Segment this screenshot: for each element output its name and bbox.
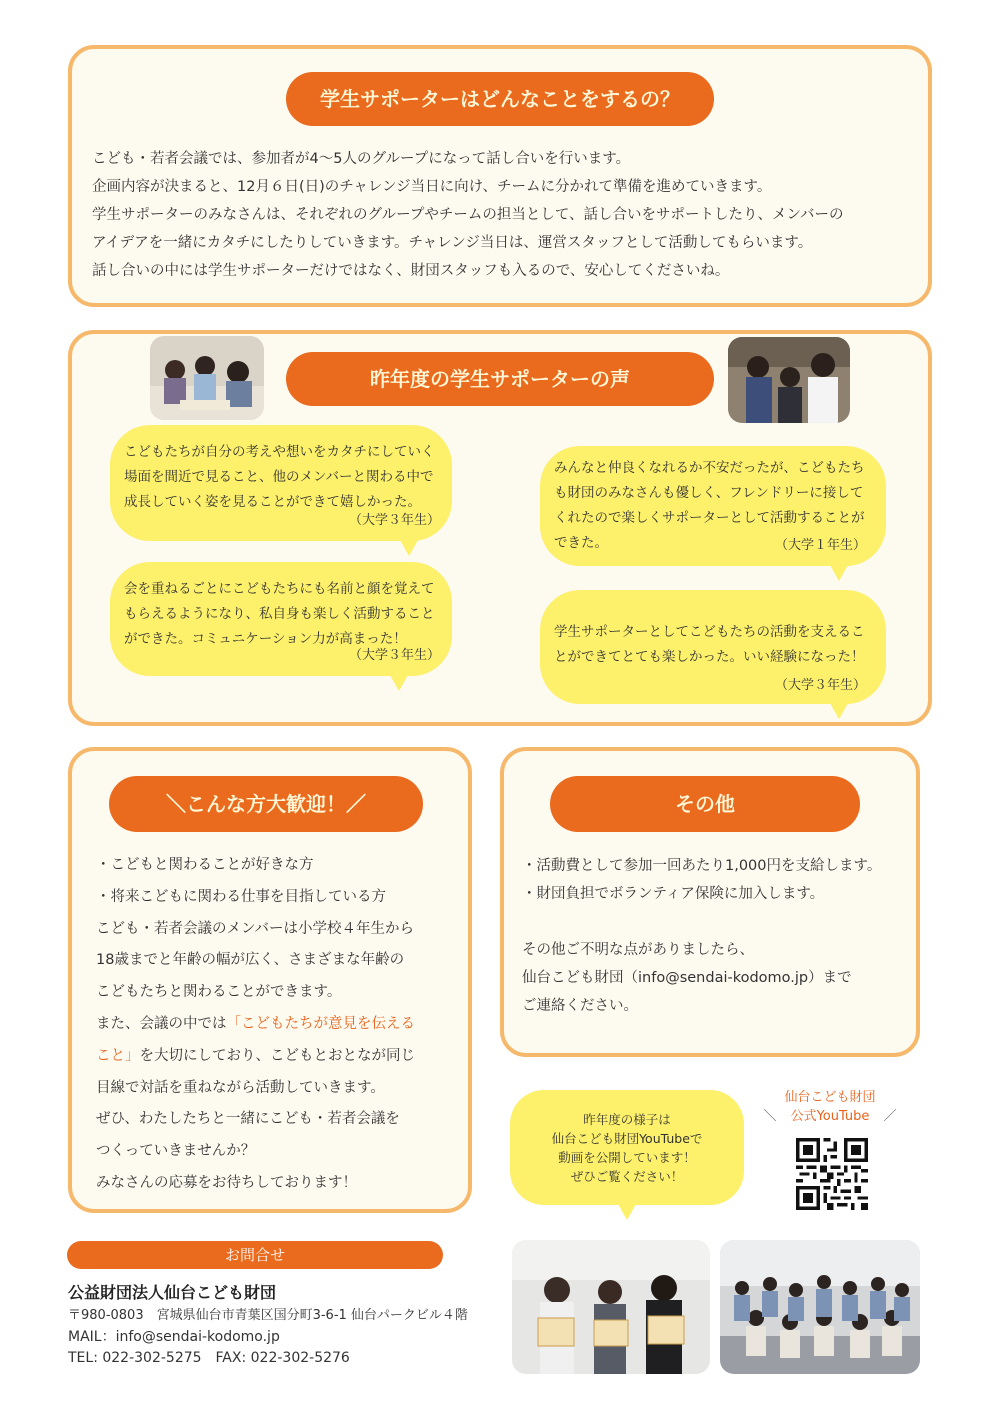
section3-title: ＼こんな方大歓迎！／ [166,792,366,816]
youtube-bubble [510,1090,744,1205]
youtube-label-line1: 仙台こども財団 [784,1090,876,1105]
voice-line: くれたので楽しくサポーターとして活動することが [554,510,865,526]
youtube-line: ぜひご覧ください！ [570,1169,684,1184]
highlight-text: 「こどもたちが意見を伝える [226,1015,415,1032]
voice-line: 学生サポーターとしてこどもたちの活動を支えるこ [554,624,865,640]
welcome-bullet: ・将来こどもに関わる仕事を目指している方 [96,888,386,905]
voice-line: できた。 [554,535,608,551]
section2-title-banner [292,358,708,400]
other-line: その他ご不明な点がありましたら、 [522,942,754,958]
welcome-line-highlight-b: こと」を大切にしており、こどもとおとなが同じ [96,1047,415,1064]
other-line: ご連絡ください。 [522,998,638,1014]
voice-bubble-1 [110,425,452,541]
photo-award-students [512,1240,710,1374]
youtube-line: 仙台こども財団YouTubeで [551,1131,703,1146]
voice-author: （大学３年生） [774,678,866,693]
section3-title-banner [115,782,417,826]
voice-line: みんなと仲良くなれるか不安だったが、こどもたち [554,460,865,476]
voice-line: も財団のみなさんも優しく、フレンドリーに接して [554,485,864,501]
welcome-line-highlight-a: また、会議の中では「こどもたちが意見を伝える [96,1015,415,1032]
welcome-line: つくっていきませんか？ [96,1143,256,1160]
section3-body [96,850,415,1200]
section1-title: 学生サポーターはどんなことをするの？ [320,87,680,111]
other-bullet: ・財団負担でボランティア保険に加入します。 [522,886,825,902]
contact-mail[interactable]: MAIL：info@sendai-kodomo.jp [68,1329,280,1345]
bubble-tail [618,1204,636,1220]
voice-line: こどもたちが自分の考えや想いをカタチにしていく [124,444,435,460]
bubble-tail [830,703,848,719]
voice-author: （大学１年生） [774,538,866,553]
photo-students-group [728,337,850,423]
section2-title: 昨年度の学生サポーターの声 [370,367,630,391]
welcome-line: 18歳までと年齢の幅が広く、さまざまな年齢の [96,952,405,969]
section4-title-banner [556,782,854,826]
photo-group-celebration [720,1240,920,1374]
voice-line: ができた。コミュニケーション力が高まった！ [124,631,407,647]
section1-body [92,145,844,285]
section4-title: その他 [675,792,735,816]
other-bullet: ・活動費として参加一回あたり1,000円を支給します。 [522,858,882,874]
section1-line: 企画内容が決まると、12月６日(日)のチャレンジ当日に向け、チームに分かれて準備を進めていきます。 [92,179,772,195]
voice-line: もらえるようになり、私自身も楽しく活動すること [124,606,435,622]
photo-students-table [150,336,264,420]
voice-line: 場面を間近で見ること、他のメンバーと関わる中で [124,469,434,485]
welcome-line: こどもたちと関わることができます。 [96,984,342,1001]
highlight-text: こと」 [96,1047,140,1064]
contact-header-label: お問合せ [224,1246,285,1264]
section1-line: こども・若者会議では、参加者が4～5人のグループになって話し合いを行います。 [92,151,631,167]
voice-bubble-3 [540,446,886,566]
bubble-tail [830,565,848,581]
welcome-line: こども・若者会議のメンバーは小学校４年生から [96,920,414,937]
contact-address: 〒980-0803 宮城県仙台市青葉区国分町3-6-1 仙台パークビル４階 [68,1308,468,1323]
section1-title-banner [292,78,708,120]
bubble-tail [390,675,408,691]
voice-line: 会を重ねるごとにこどもたちにも名前と顔を覚えて [124,581,435,597]
contact-header [67,1241,443,1269]
youtube-label [755,1088,905,1126]
welcome-line: 目線で対話を重ねながら活動していきます。 [96,1079,385,1096]
voice-bubble-2 [110,562,452,676]
section1-line: アイデアを一緒にカタチにしたりしていきます。チャレンジ当日は、運営スタッフとして活動してもらいます。 [92,235,813,251]
section1-line: 話し合いの中には学生サポーターだけではなく、財団スタッフも入るので、安心してくださいね。 [92,263,730,279]
spacer [522,908,881,936]
welcome-bullet: ・こどもと関わることが好きな方 [96,857,314,873]
voice-line: とができてとても楽しかった。いい経験になった！ [554,649,865,665]
voice-bubble-4 [540,590,886,704]
voice-author: （大学３年生） [348,648,440,663]
youtube-qr-code[interactable] [796,1138,868,1210]
welcome-line: みなさんの応募をお待ちしております！ [96,1174,357,1191]
welcome-line: ぜひ、わたしたちと一緒にこども・若者会議を [96,1111,400,1128]
contact-org: 公益財団法人仙台こども財団 [68,1283,277,1302]
voice-line: 成長していく姿を見ることができて嬉しかった。 [124,494,421,510]
qr-code-icon [796,1138,868,1210]
other-line: 仙台こども財団（info@sendai-kodomo.jp）まで [522,970,852,986]
bubble-tail [400,540,418,556]
section4-body [522,852,881,1020]
youtube-label-line2: ＼ 公式YouTube ／ [763,1109,897,1124]
voice-author: （大学３年生） [348,513,440,528]
youtube-line: 昨年度の様子は [583,1112,671,1127]
youtube-line: 動画を公開しています！ [558,1150,696,1165]
section1-line: 学生サポーターのみなさんは、それぞれのグループやチームの担当として、話し合いをサポートしたり、メンバーの [92,207,844,223]
contact-tel-fax: TEL: 022-302-5275 FAX: 022-302-5276 [68,1350,350,1366]
